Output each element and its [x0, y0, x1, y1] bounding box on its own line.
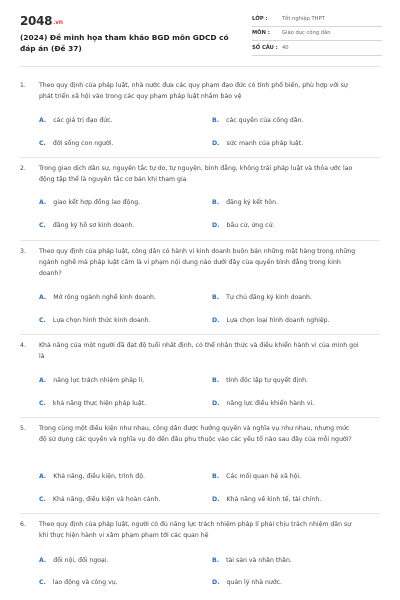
question-divider	[20, 157, 380, 158]
question-text: Khả năng của một người đã đạt độ tuổi nhất định, có thể nhận thức và điều khiển hành vi của mình gọi là	[39, 342, 359, 360]
answer-text: sức mạnh của pháp luật.	[226, 140, 304, 147]
answer-option[interactable]	[39, 556, 109, 566]
answer-letter: B.	[212, 377, 220, 384]
answer-option[interactable]	[212, 139, 303, 149]
answer-letter: C.	[39, 579, 46, 586]
meta-value: 40	[282, 44, 289, 51]
answer-letter: B.	[212, 557, 220, 564]
meta-row-subject	[252, 27, 382, 42]
logo-text: 2048	[20, 14, 53, 28]
answer-letter: D.	[212, 222, 220, 229]
question-divider	[20, 513, 380, 514]
meta-key: MÔN :	[252, 30, 270, 37]
answer-letter: D.	[212, 140, 220, 147]
question-text: Theo quy định của pháp luật, người có đủ năng lực trách nhiệm pháp lí phải chịu trách nhiệm dân sự khi thực hiện hành vi xâm phạm phạm tới các quan hệ	[39, 521, 352, 539]
answer-text: đăng ký kết hôn.	[226, 199, 278, 206]
question-text: Trong cùng một điều kiện như nhau, công dân được hưởng quyền và nghĩa vụ như nhau, nhưng mức độ sử dụng các quyền và nghĩa vụ đó đến đâu phụ thuộc vào các yếu tố nào sau đây của mỗi người?	[39, 425, 352, 443]
answer-option[interactable]	[39, 198, 140, 208]
answer-text: đối nội, đối ngoại.	[53, 557, 109, 564]
meta-row-count	[252, 41, 382, 56]
question-number: 4.	[20, 342, 26, 349]
answer-option[interactable]	[39, 578, 118, 588]
answer-text: Các mối quan hệ xã hội.	[226, 473, 302, 480]
logo-suffix: .vn	[53, 19, 63, 26]
answer-text: đời sống con người.	[52, 140, 114, 147]
answer-option[interactable]	[39, 316, 151, 326]
answer-letter: A.	[39, 117, 47, 124]
answer-text: Khả năng, điều kiện và hoàn cảnh.	[52, 496, 161, 503]
question-divider	[20, 334, 380, 335]
question-1	[20, 80, 380, 102]
answer-option[interactable]	[39, 293, 156, 303]
answer-letter: A.	[39, 557, 47, 564]
question-2	[20, 163, 380, 185]
answer-text: đăng ký hồ sơ kinh doanh.	[52, 222, 135, 229]
answer-option[interactable]	[39, 116, 113, 126]
answer-letter: C.	[39, 317, 46, 324]
answer-option[interactable]	[212, 221, 274, 231]
meta-value: Tốt nghiệp THPT	[282, 15, 325, 22]
answer-option[interactable]	[212, 495, 321, 505]
question-text: Trong giao dịch dân sự, nguyên tắc tự do, tự nguyện, bình đẳng, không trái pháp luật và thỏa ước lao động tập thể là nguyên tắc cơ bản khi tham gia	[39, 165, 353, 183]
answer-option[interactable]	[212, 472, 301, 482]
answer-option[interactable]	[39, 376, 144, 386]
question-text: Theo quy định của pháp luật, công dân có hành vi kinh doanh buôn bán những mặt hàng trong những ngành nghề mà pháp luật cấm là vi phạm nội dung nào dưới đây của quyền bình đẳng trong kinh doanh?	[39, 248, 356, 277]
answer-text: Lựa chọn loại hình doanh nghiệp.	[226, 317, 330, 324]
answer-text: Tự chủ đăng ký kinh doanh.	[226, 294, 312, 301]
document-header	[0, 0, 400, 70]
answer-option[interactable]	[212, 376, 308, 386]
meta-key: SỐ CÂU :	[252, 44, 278, 51]
answer-text: quản lý nhà nước.	[226, 579, 282, 586]
answer-letter: C.	[39, 400, 46, 407]
answer-option[interactable]	[39, 495, 160, 505]
answer-text: khả năng thực hiện pháp luật.	[52, 400, 147, 407]
answer-text: các giá trị đạo đức.	[53, 117, 113, 124]
question-number: 3.	[20, 248, 26, 255]
answer-letter: C.	[39, 140, 46, 147]
answer-text: năng lực trách nhiệm pháp lí.	[53, 377, 145, 384]
answer-option[interactable]	[39, 139, 113, 149]
question-number: 6.	[20, 521, 26, 528]
question-4	[20, 340, 380, 362]
answer-text: tài sản và nhân thân.	[226, 557, 292, 564]
answer-option[interactable]	[39, 399, 146, 409]
answer-option[interactable]	[212, 399, 314, 409]
question-divider	[20, 417, 380, 418]
document-title: (2024) Đề minh họa tham khảo BGD môn GDCD có đáp án (Đề 37)	[20, 33, 229, 53]
answer-letter: D.	[212, 400, 220, 407]
question-number: 1.	[20, 82, 26, 89]
site-logo[interactable]	[20, 14, 63, 28]
answer-option[interactable]	[212, 116, 304, 126]
answer-letter: A.	[39, 377, 47, 384]
answer-letter: B.	[212, 199, 220, 206]
meta-row-class	[252, 12, 382, 27]
document-meta-table	[252, 12, 382, 56]
answer-option[interactable]	[212, 316, 330, 326]
answer-letter: C.	[39, 496, 46, 503]
answer-text: Mở rộng ngành nghề kinh doanh.	[53, 294, 156, 301]
meta-value: Giáo dục công dân	[282, 30, 331, 37]
answer-letter: D.	[212, 579, 220, 586]
answer-text: giao kết hợp đồng lao động.	[53, 199, 141, 206]
question-3	[20, 246, 380, 279]
answer-text: bầu cử, ứng cử.	[226, 222, 275, 229]
question-6	[20, 519, 380, 541]
answer-option[interactable]	[212, 198, 278, 208]
answer-letter: D.	[212, 317, 220, 324]
answer-text: lao động và công vụ.	[52, 579, 118, 586]
answer-option[interactable]	[39, 221, 135, 231]
answer-text: các quyền của công dân.	[226, 117, 304, 124]
answer-option[interactable]	[39, 472, 145, 482]
answer-letter: A.	[39, 473, 47, 480]
question-number: 5.	[20, 425, 26, 432]
answer-text: năng lực điều khiển hành vi.	[226, 400, 315, 407]
answer-option[interactable]	[212, 293, 312, 303]
answer-option[interactable]	[212, 556, 292, 566]
answer-letter: A.	[39, 294, 47, 301]
answer-letter: A.	[39, 199, 47, 206]
answer-text: Lựa chọn hình thức kinh doanh.	[52, 317, 151, 324]
answer-letter: C.	[39, 222, 46, 229]
question-number: 2.	[20, 165, 26, 172]
meta-key: LỚP :	[252, 15, 268, 22]
answer-letter: B.	[212, 473, 220, 480]
header-divider	[20, 66, 380, 67]
answer-text: tính độc lập tự quyết định.	[226, 377, 309, 384]
question-5	[20, 423, 380, 445]
answer-text: Khả năng, điều kiện, trình độ.	[53, 473, 145, 480]
answer-option[interactable]	[212, 578, 282, 588]
question-text: Theo quy định của pháp luật, nhà nước đưa các quy phạm đạo đức có tính phổ biến, phù hợp với sự phát triển xã hội vào trong các quy phạm pháp luật nhằm bảo vệ	[39, 82, 348, 100]
answer-letter: D.	[212, 496, 220, 503]
answer-letter: B.	[212, 294, 220, 301]
answer-text: Khả năng về kinh tế, tài chính.	[226, 496, 322, 503]
question-divider	[20, 240, 380, 241]
answer-letter: B.	[212, 117, 220, 124]
